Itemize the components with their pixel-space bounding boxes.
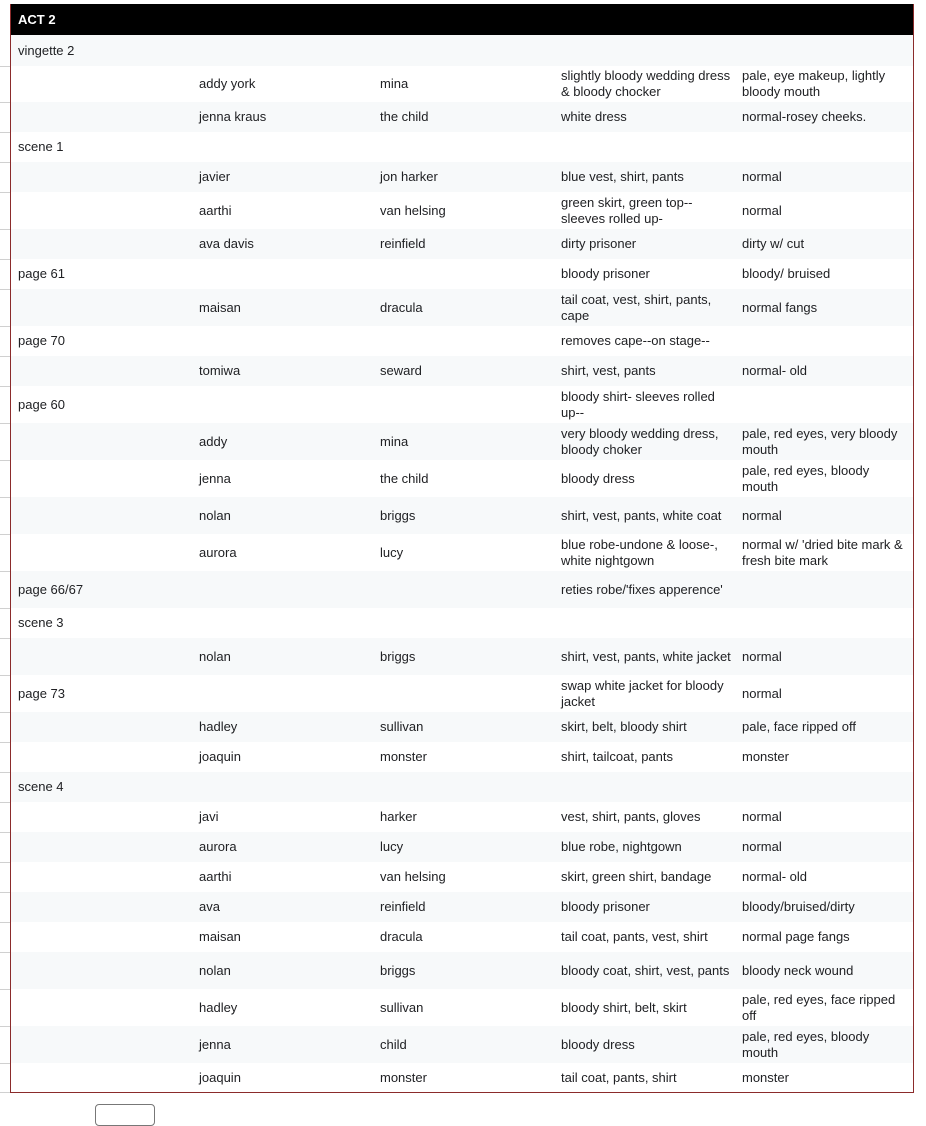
actor-cell[interactable]: hadley [199,999,238,1015]
role-cell[interactable]: monster [380,749,427,764]
table-row [11,922,913,952]
role-cell[interactable]: the child [380,470,429,486]
table-row [11,460,913,497]
table-row [11,386,913,423]
actor-cell[interactable]: jenna kraus [199,109,267,124]
makeup-cell[interactable]: normal [742,809,782,824]
makeup-cell[interactable]: normal- old [742,363,808,378]
role-cell[interactable]: jon harker [380,169,438,184]
sheet-button[interactable] [95,1104,155,1126]
costume-table [10,4,914,1093]
table-row [11,1063,913,1092]
makeup-cell[interactable]: monster [742,749,789,764]
role-cell[interactable]: reinfield [380,236,426,251]
costume-cell[interactable]: bloody coat, shirt, vest, pants [561,962,730,978]
role-cell[interactable]: sullivan [380,719,424,734]
table-row [11,802,913,832]
role-cell[interactable]: reinfield [380,899,426,914]
role-cell[interactable]: seward [380,363,422,378]
makeup-cell[interactable]: normal [742,169,782,184]
role-cell[interactable]: the child [380,109,429,124]
makeup-cell[interactable]: normal [742,839,782,854]
makeup-cell[interactable]: normal [742,648,782,664]
table-row [11,832,913,862]
role-cell[interactable]: dracula [380,299,423,315]
costume-cell[interactable]: very bloody wedding dress, bloody choker [561,425,719,457]
gutter-tick [0,608,10,609]
actor-cell[interactable]: aarthi [199,869,232,884]
gutter-tick [0,742,10,743]
role-cell[interactable]: child [380,1036,407,1052]
gutter-tick [0,229,10,230]
gutter-tick [0,892,10,893]
actor-cell[interactable]: maisan [199,299,241,315]
table-row [11,712,913,742]
costume-cell[interactable]: shirt, vest, pants [561,363,656,378]
table-row [11,608,913,638]
costume-cell[interactable]: bloody dress [561,1036,635,1052]
makeup-cell[interactable]: pale, eye makeup, lightly bloody mouth [742,68,886,99]
makeup-cell[interactable]: normal w/ 'dried bite mark & fresh bite mark [742,536,903,568]
role-cell[interactable]: briggs [380,648,416,664]
gutter-tick [0,1092,10,1093]
role-cell[interactable]: lucy [380,544,404,560]
gutter-tick [0,989,10,990]
scene-cell[interactable]: scene 4 [18,779,64,794]
table-row [11,989,913,1026]
gutter-tick [0,386,10,387]
actor-cell[interactable]: aurora [199,839,237,854]
gutter-tick [0,162,10,163]
table-row [11,132,913,162]
role-cell[interactable]: van helsing [380,202,446,218]
gutter-tick [0,832,10,833]
table-body [11,35,913,1092]
gutter-tick [0,1026,10,1027]
role-cell[interactable]: dracula [380,929,423,944]
row-gutter [0,0,10,1112]
costume-cell[interactable]: shirt, vest, pants, white coat [561,507,722,523]
costume-cell[interactable]: swap white jacket for bloody jacket [561,677,724,709]
makeup-cell[interactable]: bloody/bruised/dirty [742,899,855,914]
role-cell[interactable]: van helsing [380,869,446,884]
table-row [11,892,913,922]
costume-cell[interactable]: skirt, belt, bloody shirt [561,719,687,734]
makeup-cell[interactable]: normal [742,202,782,218]
makeup-cell[interactable]: normal [742,685,782,701]
costume-cell[interactable]: tail coat, pants, shirt [561,1069,677,1085]
makeup-cell[interactable]: normal fangs [742,299,818,315]
table-row [11,742,913,772]
costume-cell[interactable]: bloody shirt, belt, skirt [561,999,687,1015]
role-cell[interactable]: monster [380,1069,427,1085]
table-row [11,571,913,608]
costume-cell[interactable]: shirt, vest, pants, white jacket [561,648,731,664]
actor-cell[interactable]: addy york [199,76,256,91]
gutter-tick [0,952,10,953]
table-row [11,192,913,229]
makeup-cell[interactable]: pale, face ripped off [742,719,856,734]
scene-cell[interactable]: page 61 [18,266,65,281]
table-row [11,423,913,460]
costume-cell[interactable]: bloody prisoner [561,266,650,281]
table-row [11,772,913,802]
role-cell[interactable]: mina [380,433,409,449]
gutter-tick [0,66,10,67]
scene-cell[interactable]: page 70 [18,333,65,348]
table-row [11,102,913,132]
costume-cell[interactable]: blue robe-undone & loose-, white nightgown [561,536,718,568]
gutter-tick [0,326,10,327]
costume-cell[interactable]: bloody dress [561,470,635,486]
table-row [11,675,913,712]
gutter-tick [0,192,10,193]
costume-cell[interactable]: white dress [561,109,627,124]
gutter-tick [0,922,10,923]
role-cell[interactable]: mina [380,76,409,91]
gutter-tick [0,712,10,713]
actor-cell[interactable]: jenna [199,1036,231,1052]
actor-cell[interactable]: nolan [199,962,231,978]
costume-cell[interactable]: slightly bloody wedding dress & bloody chocker [561,68,731,99]
actor-cell[interactable]: joaquin [199,749,241,764]
costume-cell[interactable]: bloody prisoner [561,899,650,914]
costume-cell[interactable]: blue robe, nightgown [561,839,682,854]
costume-cell[interactable]: blue vest, shirt, pants [561,169,684,184]
scene-cell[interactable]: vingette 2 [18,42,75,58]
role-cell[interactable]: briggs [380,962,416,978]
costume-cell[interactable]: skirt, green shirt, bandage [561,869,712,884]
actor-cell[interactable]: javi [199,809,219,824]
table-row [11,162,913,192]
costume-cell[interactable]: green skirt, green top--sleeves rolled up- [561,194,693,226]
actor-cell[interactable]: javier [199,169,231,184]
makeup-cell[interactable]: dirty w/ cut [742,236,805,251]
role-cell[interactable]: briggs [380,507,416,523]
makeup-cell[interactable]: bloody/ bruised [742,266,831,281]
costume-cell[interactable]: reties robe/'fixes apperence' [561,581,723,597]
role-cell[interactable]: lucy [380,839,404,854]
actor-cell[interactable]: aurora [199,544,237,560]
role-cell[interactable]: sullivan [380,999,424,1015]
costume-cell[interactable]: tail coat, pants, vest, shirt [561,929,708,944]
costume-cell[interactable]: tail coat, vest, shirt, pants, cape [561,291,712,323]
gutter-tick [0,675,10,676]
section-header[interactable]: ACT 2 [11,4,913,35]
actor-cell[interactable]: nolan [199,648,231,664]
gutter-tick [0,571,10,572]
table-row [11,229,913,259]
actor-cell[interactable]: aarthi [199,202,232,218]
table-row [11,66,913,102]
gutter-tick [0,259,10,260]
role-cell[interactable]: harker [380,809,417,824]
gutter-tick [0,497,10,498]
gutter-tick [0,534,10,535]
gutter-tick [0,102,10,103]
scene-cell[interactable]: scene 3 [18,615,64,630]
makeup-cell[interactable]: bloody neck wound [742,962,854,978]
costume-cell[interactable]: bloody shirt- sleeves rolled up-- [561,388,715,420]
gutter-tick [0,862,10,863]
actor-cell[interactable]: nolan [199,507,231,523]
actor-cell[interactable]: ava [199,899,220,914]
actor-cell[interactable]: ava davis [199,236,254,251]
table-row [11,35,913,66]
table-row [11,356,913,386]
makeup-cell[interactable]: pale, red eyes, very bloody mouth [742,425,898,457]
costume-cell[interactable]: shirt, tailcoat, pants [561,749,673,764]
table-row [11,1026,913,1063]
makeup-cell[interactable]: pale, red eyes, face ripped off [742,991,896,1023]
actor-cell[interactable]: joaquin [199,1069,241,1085]
actor-cell[interactable]: jenna [199,470,231,486]
gutter-tick [0,802,10,803]
scene-cell[interactable]: page 60 [18,396,65,412]
makeup-cell[interactable]: pale, red eyes, bloody mouth [742,1028,870,1060]
gutter-tick [0,356,10,357]
costume-cell[interactable]: vest, shirt, pants, gloves [561,809,701,824]
costume-cell[interactable]: removes cape--on stage-- [561,333,710,348]
costume-cell[interactable]: dirty prisoner [561,236,637,251]
table-row [11,497,913,534]
table-row [11,326,913,356]
table-row [11,259,913,289]
gutter-tick [0,132,10,133]
table-row [11,862,913,892]
gutter-tick [0,1063,10,1064]
makeup-cell[interactable]: normal-rosey cheeks. [742,109,867,124]
actor-cell[interactable]: maisan [199,929,241,944]
scene-cell[interactable]: page 66/67 [18,581,84,597]
makeup-cell[interactable]: pale, red eyes, bloody mouth [742,462,870,494]
gutter-tick [0,638,10,639]
actor-cell[interactable]: addy [199,433,228,449]
makeup-cell[interactable]: normal- old [742,869,808,884]
table-row [11,638,913,675]
gutter-tick [0,423,10,424]
makeup-cell[interactable]: normal page fangs [742,929,850,944]
gutter-tick [0,460,10,461]
table-row [11,534,913,571]
makeup-cell[interactable]: normal [742,507,782,523]
gutter-tick [0,772,10,773]
table-row [11,952,913,989]
actor-cell[interactable]: tomiwa [199,363,241,378]
scene-cell[interactable]: page 73 [18,685,65,701]
scene-cell[interactable]: scene 1 [18,139,64,154]
table-row [11,289,913,326]
actor-cell[interactable]: hadley [199,719,238,734]
makeup-cell[interactable]: monster [742,1069,789,1085]
gutter-tick [0,289,10,290]
